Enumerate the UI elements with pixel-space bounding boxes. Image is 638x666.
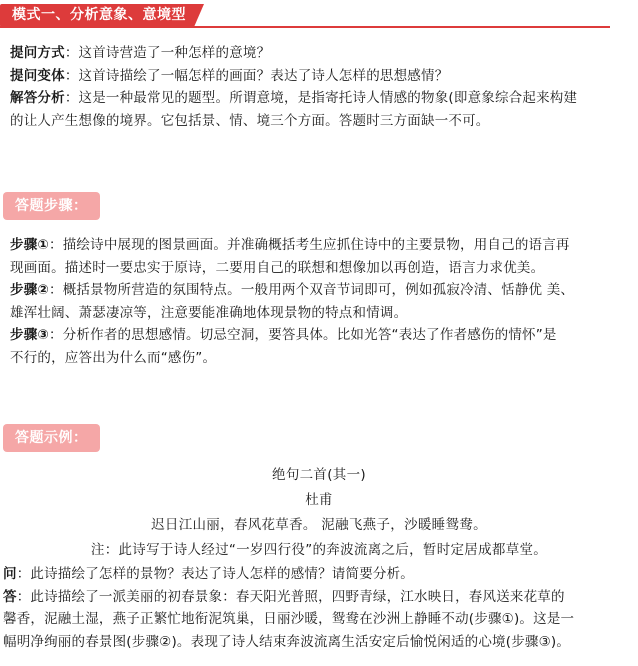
- step3-line-2: 不行的，应答出为什么而“感伤”。: [10, 349, 217, 366]
- question-form-text: ：这首诗营造了一种怎样的意境？: [64, 45, 271, 61]
- question-variant-label: 提问变体: [10, 67, 65, 84]
- step1-label: 步骤①: [10, 237, 50, 253]
- example-answer-line-2: 馨香，泥融土湿，燕子正繁忙地衔泥筑巢，日丽沙暖，鸳鸯在沙洲上静睡不动(步骤①)。这是一: [3, 611, 575, 627]
- question-variant-text: ：这首诗描绘了一幅怎样的画面？表达了诗人怎样的思想感情？: [64, 67, 449, 84]
- question-form-line: [10, 42, 622, 65]
- steps-badge: 答题步骤：: [3, 192, 100, 220]
- step3-label: 步骤③: [10, 327, 50, 343]
- question-variant-line: [10, 65, 622, 88]
- example-question-text: ：此诗描绘了怎样的景物？表达了诗人怎样的感情？请简要分析。: [16, 566, 415, 582]
- example-question-label: 问: [3, 566, 17, 582]
- question-form-label: 提问方式: [10, 45, 65, 61]
- poem-lines: 迟日江山丽，春风花草香。 泥融飞燕子，沙暖睡鸳鸯。: [151, 517, 487, 533]
- example-answer-label: 答: [3, 588, 17, 605]
- step3-text-1: ：分析作者的思想感情。切忌空洞，要答具体。比如光答“表达了作者感伤的情怀”是: [49, 327, 557, 343]
- step2-text-1: ：概括景物所营造的氛围特点。一般用两个双音节词即可，例如孤寂冷清、恬静优 美、: [49, 282, 575, 298]
- poem-author: 杜甫: [305, 492, 333, 508]
- analysis-label: 解答分析: [10, 90, 65, 106]
- step2-line-1: [10, 279, 622, 302]
- analysis-line-1: [10, 87, 622, 110]
- section-title: 模式一、分析意象、意境型: [0, 4, 194, 27]
- analysis-line-2: 的让人产生想像的境界。它包括景、情、境三个方面。答题时三方面缺一不可。: [10, 112, 490, 129]
- intro-section: [10, 42, 622, 132]
- example-answer-line-1: [3, 586, 628, 609]
- example-badge: 答题示例：: [3, 424, 100, 452]
- example-qa: [3, 563, 628, 653]
- step2-line-2: 雄浑壮阔、萧瑟凄凉等，注意要能准确地体现景物的特点和情调。: [10, 304, 408, 321]
- header-divider: [0, 26, 610, 28]
- poem-note: 注：此诗写于诗人经过“一岁四行役”的奔波流离之后，暂时定居成都草堂。: [90, 542, 548, 558]
- example-question-line: [3, 563, 628, 586]
- poem-title: 绝句二首(其一): [272, 467, 366, 483]
- step3-line-1: [10, 324, 622, 347]
- steps-section: [10, 234, 622, 369]
- example-answer-text-1: ：此诗描绘了一派美丽的初春景象：春天阳光普照，四野青绿，江水映日，春风送来花草的: [16, 588, 565, 605]
- step2-label: 步骤②: [10, 282, 50, 298]
- step1-text-1: ：描绘诗中展现的图景画面。并准确概括考生应抓住诗中的主要景物，用自己的语言再: [49, 237, 570, 253]
- step1-line-2: 现画面。描述时一要忠实于原诗，二要用自己的联想和想像加以再创造，语言力求优美。: [10, 259, 545, 276]
- example-answer-line-3: 幅明净绚丽的春景图(步骤②)。表现了诗人结束奔波流离生活安定后愉悦闲适的心境(步骤③)。: [3, 633, 571, 650]
- section-header: [0, 0, 638, 32]
- analysis-text-1: ：这是一种最常见的题型。所谓意境，是指寄托诗人情感的物象(即意象综合起来构建: [64, 90, 578, 106]
- step1-line-1: [10, 234, 622, 257]
